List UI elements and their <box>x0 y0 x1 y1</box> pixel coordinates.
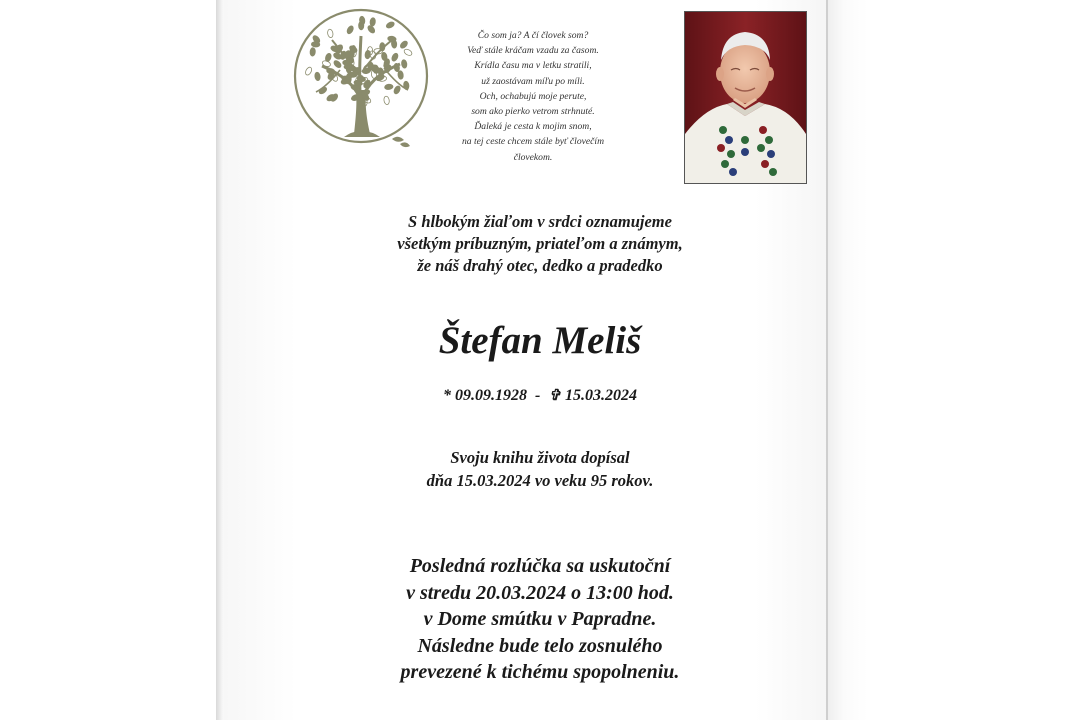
funeral-line: v Dome smútku v Papradne. <box>423 608 657 630</box>
embroidery-motif <box>719 126 727 134</box>
deceased-name: Štefan Meliš <box>438 319 642 362</box>
funeral-line: Následne bude telo zosnulého <box>417 634 663 657</box>
birth-date: 09.09.1928 <box>455 387 528 404</box>
poem-line: Krídla času ma v letku stratili, <box>474 60 592 72</box>
poem <box>432 28 634 165</box>
tree-leaf <box>399 40 409 50</box>
funeral-line: v stredu 20.03.2024 o 13:00 hod. <box>406 581 674 604</box>
tree-leaf <box>401 59 407 68</box>
tree-leaf <box>318 86 328 95</box>
tree-leaf <box>380 43 385 51</box>
portrait-photo <box>684 11 807 184</box>
tree-of-life-icon <box>288 6 434 152</box>
date-separator: - <box>535 387 541 404</box>
book-of-life-text <box>340 446 740 492</box>
poem-line: Och, ochabujú moje perute, <box>479 90 587 102</box>
tree-leaf <box>393 85 402 95</box>
embroidery-motif <box>769 168 777 176</box>
embroidery-motif <box>757 144 765 152</box>
poem-line: už zaostávam míľu po míli. <box>481 75 585 87</box>
embroidery-motif <box>765 136 773 144</box>
embroidery-motif <box>759 126 767 134</box>
embroidery-motif <box>729 168 737 176</box>
book-line: dňa 15.03.2024 vo veku 95 rokov. <box>426 471 654 490</box>
tree-leaf <box>384 84 393 90</box>
tree-leaf <box>383 96 390 105</box>
tree-leaf <box>310 47 316 56</box>
tree-leaf <box>365 50 371 59</box>
embroidery-motif <box>725 136 733 144</box>
book-line: Svoju knihu života dopísal <box>450 448 630 467</box>
poem-line: na tej ceste chcem stále byť človečím <box>462 136 604 148</box>
tree-leaf <box>385 21 395 29</box>
announcement-text <box>340 211 740 277</box>
poem-line: človekom. <box>513 151 553 163</box>
embroidery-motif <box>721 160 729 168</box>
tree-leaf <box>403 48 413 57</box>
life-dates <box>380 385 700 407</box>
birth-symbol: * <box>443 387 452 404</box>
tree-leaf <box>397 70 403 79</box>
tree-leaf <box>391 52 399 62</box>
paper-edge <box>826 0 828 720</box>
embroidery-motif <box>741 136 749 144</box>
poem-line: Ďaleká je cesta k mojim snom, <box>474 121 592 133</box>
tree-leaf <box>370 17 376 26</box>
tree-leaf <box>311 42 320 48</box>
tree-leaf <box>327 29 334 38</box>
tree-leaf <box>324 53 332 63</box>
funeral-line: Posledná rozlúčka sa uskutoční <box>409 555 671 577</box>
funeral-line: prevezené k tichému spopolneniu. <box>400 661 680 683</box>
announcement-line: všetkým príbuzným, priateľom a známym, <box>397 234 683 253</box>
tree-leaf <box>333 59 343 69</box>
cross-icon: ✞ <box>548 388 561 404</box>
embroidery-motif <box>767 150 775 158</box>
embroidery-motif <box>727 150 735 158</box>
tree-leaf <box>346 25 355 35</box>
poem-line: Veď stále kráčam vzadu za časom. <box>467 45 599 57</box>
embroidery-motif <box>717 144 725 152</box>
announcement-line: S hlbokým žiaľom v srdci oznamujeme <box>408 212 672 231</box>
underlying-sheet <box>828 0 868 720</box>
tree-leaf <box>367 24 376 34</box>
funeral-announcement <box>320 553 760 686</box>
embroidery-motif <box>741 148 749 156</box>
tree-leaf <box>387 36 396 42</box>
announcement-line: že náš drahý otec, dedko a pradedko <box>417 256 663 275</box>
poem-line: Čo som ja? A čí človek som? <box>477 30 589 41</box>
tree-leaf <box>304 66 313 76</box>
death-date: 15.03.2024 <box>564 387 637 404</box>
tree-leaf <box>361 89 371 97</box>
embroidery-motif <box>761 160 769 168</box>
poem-line: som ako pierko vetrom strhnuté. <box>471 106 595 118</box>
tree-leaf <box>314 72 320 81</box>
